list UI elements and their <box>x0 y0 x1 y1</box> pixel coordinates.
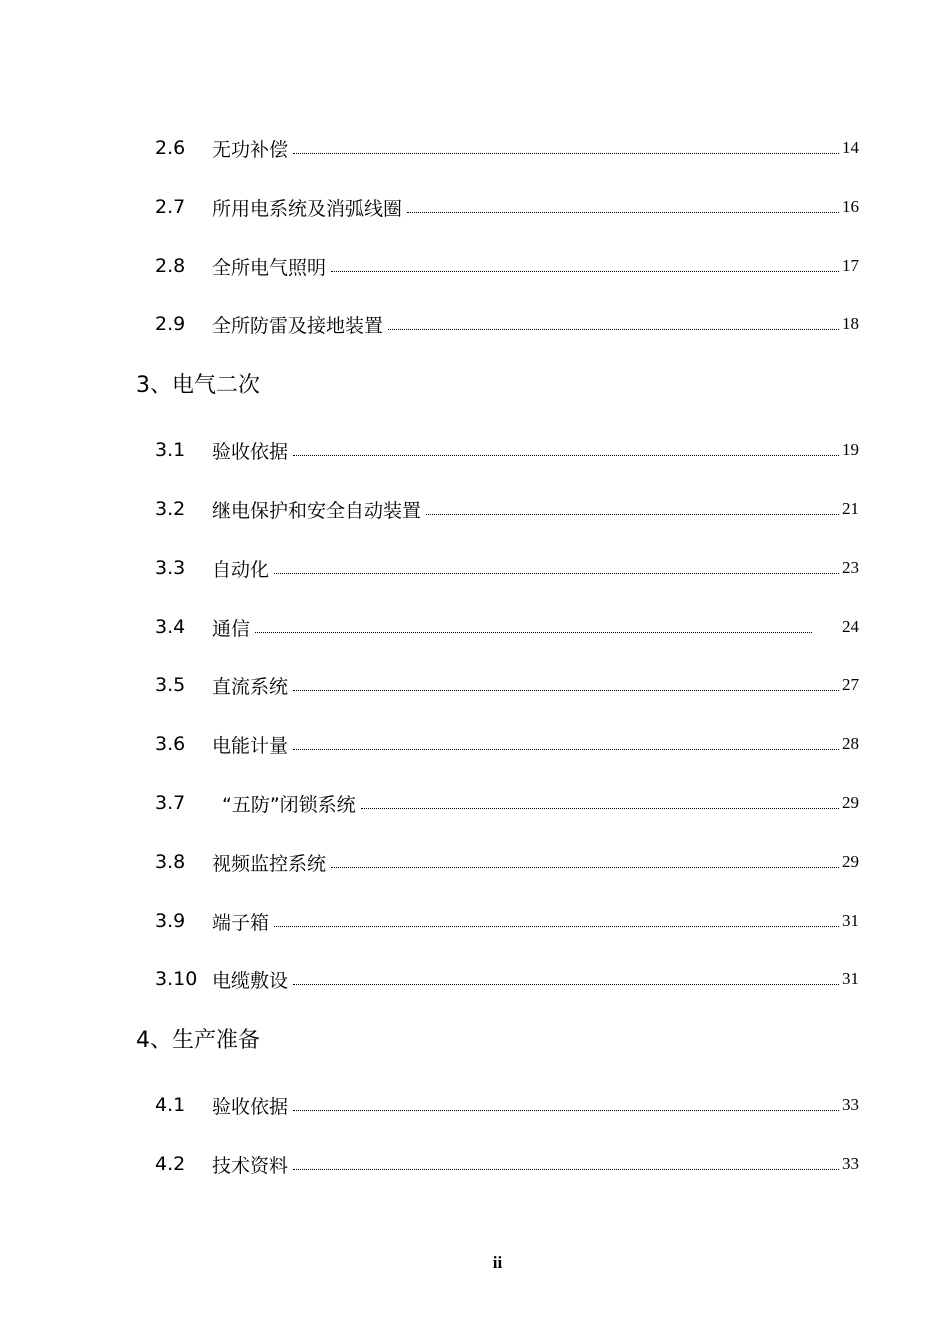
entry-number: 3.3 <box>155 557 186 579</box>
dot-leader <box>274 571 839 574</box>
entry-title: 视频监控系统 <box>212 852 327 875</box>
entry-page: 31 <box>842 911 859 930</box>
entry-number: 3.8 <box>155 851 186 873</box>
dot-leader <box>255 630 812 633</box>
entry-number: 4.1 <box>155 1094 186 1116</box>
entry-number: 3.5 <box>155 674 186 696</box>
entry-title: 所用电系统及消弧线圈 <box>212 197 403 220</box>
toc-entry[interactable] <box>155 435 859 465</box>
entry-page: 23 <box>842 558 859 577</box>
entry-title: 验收依据 <box>212 440 289 463</box>
entry-number: 2.6 <box>155 137 186 159</box>
entry-page: 24 <box>842 617 859 636</box>
entry-title: 全所防雷及接地装置 <box>212 314 384 337</box>
dot-leader <box>293 982 839 985</box>
entry-title: 自动化 <box>212 558 270 581</box>
toc-entry[interactable] <box>155 906 859 936</box>
entry-page: 33 <box>842 1095 859 1114</box>
toc-entry[interactable] <box>155 251 859 281</box>
toc-entry[interactable] <box>155 788 859 818</box>
dot-leader <box>361 806 839 809</box>
section-heading[interactable]: 4、生产准备 <box>136 1027 260 1053</box>
entry-page: 33 <box>842 1154 859 1173</box>
toc-entry[interactable] <box>155 1090 859 1120</box>
entry-number: 3.10 <box>155 968 198 990</box>
entry-title: 端子箱 <box>212 911 270 934</box>
entry-title: “五防”闭锁系统 <box>222 793 356 816</box>
toc-entry[interactable] <box>155 964 859 994</box>
entry-title: 继电保护和安全自动装置 <box>212 499 422 522</box>
entry-title: 通信 <box>212 617 251 640</box>
entry-title: 电能计量 <box>212 734 289 757</box>
dot-leader <box>388 327 839 330</box>
entry-number: 2.7 <box>155 196 186 218</box>
entry-page: 16 <box>842 197 859 216</box>
section-heading[interactable]: 3、电气二次 <box>136 372 260 398</box>
entry-page: 29 <box>842 852 859 871</box>
toc-entry[interactable] <box>155 729 859 759</box>
page-number: ii <box>492 1253 503 1272</box>
entry-title: 直流系统 <box>212 675 289 698</box>
toc-entry[interactable] <box>155 553 859 583</box>
dot-leader <box>293 747 839 750</box>
entry-title: 电缆敷设 <box>212 969 289 992</box>
entry-number: 3.9 <box>155 910 186 932</box>
dot-leader <box>274 924 839 927</box>
toc-entry[interactable] <box>155 133 859 163</box>
entry-page: 18 <box>842 314 859 333</box>
entry-number: 4.2 <box>155 1153 186 1175</box>
entry-page: 28 <box>842 734 859 753</box>
entry-title: 技术资料 <box>212 1154 289 1177</box>
entry-title: 验收依据 <box>212 1095 289 1118</box>
entry-number: 3.2 <box>155 498 186 520</box>
dot-leader <box>426 512 839 515</box>
entry-number: 3.7 <box>155 792 186 814</box>
entry-number: 3.4 <box>155 616 186 638</box>
entry-number: 2.8 <box>155 255 186 277</box>
entry-page: 17 <box>842 256 859 275</box>
entry-title: 无功补偿 <box>212 138 289 161</box>
entry-page: 21 <box>842 499 859 518</box>
toc-entry[interactable] <box>155 670 859 700</box>
entry-page: 31 <box>842 969 859 988</box>
dot-leader <box>293 1167 839 1170</box>
toc-entry[interactable] <box>155 309 859 339</box>
entry-page: 29 <box>842 793 859 812</box>
entry-page: 27 <box>842 675 859 694</box>
entry-number: 3.1 <box>155 439 186 461</box>
dot-leader <box>293 688 839 691</box>
entry-title: 全所电气照明 <box>212 256 327 279</box>
dot-leader <box>331 865 839 868</box>
toc-entry[interactable] <box>155 847 859 877</box>
entry-page: 19 <box>842 440 859 459</box>
entry-number: 2.9 <box>155 313 186 335</box>
entry-number: 3.6 <box>155 733 186 755</box>
entry-page: 14 <box>842 138 859 157</box>
toc-entry[interactable] <box>155 192 859 222</box>
dot-leader <box>293 151 839 154</box>
dot-leader <box>293 1108 839 1111</box>
toc-entry[interactable] <box>155 494 859 524</box>
toc-entry[interactable] <box>155 1149 859 1179</box>
toc-entry[interactable] <box>155 612 859 642</box>
dot-leader <box>407 210 839 213</box>
dot-leader <box>331 269 839 272</box>
dot-leader <box>293 453 839 456</box>
